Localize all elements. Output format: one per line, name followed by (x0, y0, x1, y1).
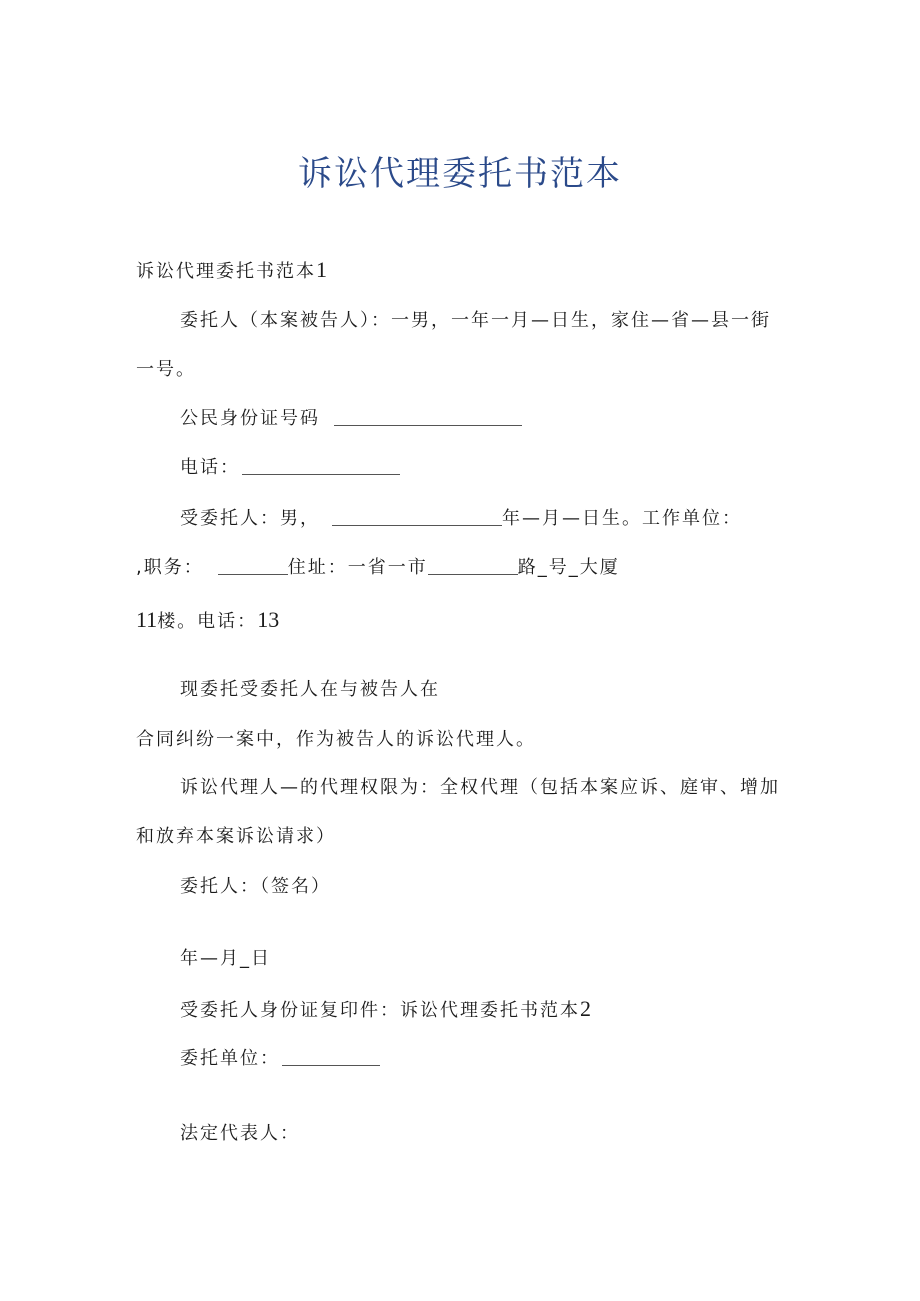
agent-row (180, 506, 742, 532)
section-heading-number: 1 (316, 257, 327, 282)
authority-line2: 和放弃本案诉讼请求） (136, 826, 336, 847)
floor-phone-row (136, 607, 279, 635)
floor-phone-number: 13 (257, 607, 280, 632)
road-blank (428, 556, 518, 575)
document-title: 诉讼代理委托书范本 (298, 154, 622, 194)
legal-representative: 法定代表人： (180, 1123, 300, 1144)
id-number-blank (334, 407, 522, 426)
date-line: 年—月_日 (180, 948, 271, 969)
id-number-label: 公民身份证号码 (180, 408, 320, 429)
id-copy-text: 受委托人身份证复印件：诉讼代理委托书范本 (180, 1000, 580, 1021)
id-copy-row (180, 996, 591, 1024)
id-copy-number: 2 (580, 996, 591, 1021)
entrusting-unit-blank (282, 1047, 380, 1066)
authority-line1: 诉讼代理人—的代理权限为：全权代理（包括本案应诉、庭审、增加 (180, 777, 780, 798)
floor-text: 楼。电话： (157, 611, 258, 632)
principal-info-line1: 委托人（本案被告人）：一男，一年一月—日生，家住—省—县一街 (180, 310, 771, 331)
section-heading-1 (136, 257, 327, 285)
position-blank (218, 556, 288, 575)
phone-row (180, 455, 400, 481)
address-suffix: 路_号_大厦 (517, 557, 620, 578)
floor-number: 11 (136, 607, 158, 632)
phone-blank (242, 456, 400, 475)
principal-signature: 委托人：（签名） (180, 876, 331, 897)
agent-birth-blank (332, 507, 502, 526)
section-heading-text: 诉讼代理委托书范本 (136, 261, 316, 282)
entrusting-unit-label: 委托单位： (180, 1048, 280, 1069)
position-address-row (136, 555, 620, 581)
id-number-row (180, 406, 522, 432)
principal-info-line2: 一号。 (136, 359, 196, 380)
entrust-line1: 现委托受委托人在与被告人在 (180, 679, 440, 700)
phone-label: 电话： (180, 457, 240, 478)
entrust-line2: 合同纠纷一案中，作为被告人的诉讼代理人。 (136, 729, 536, 750)
entrusting-unit-row (180, 1046, 380, 1072)
agent-suffix: 年—月—日生。工作单位： (502, 508, 742, 529)
position-label: ,职务： (136, 557, 204, 578)
agent-prefix: 受委托人：男， (180, 508, 320, 529)
address-label: 住址：一省一市 (287, 557, 428, 578)
